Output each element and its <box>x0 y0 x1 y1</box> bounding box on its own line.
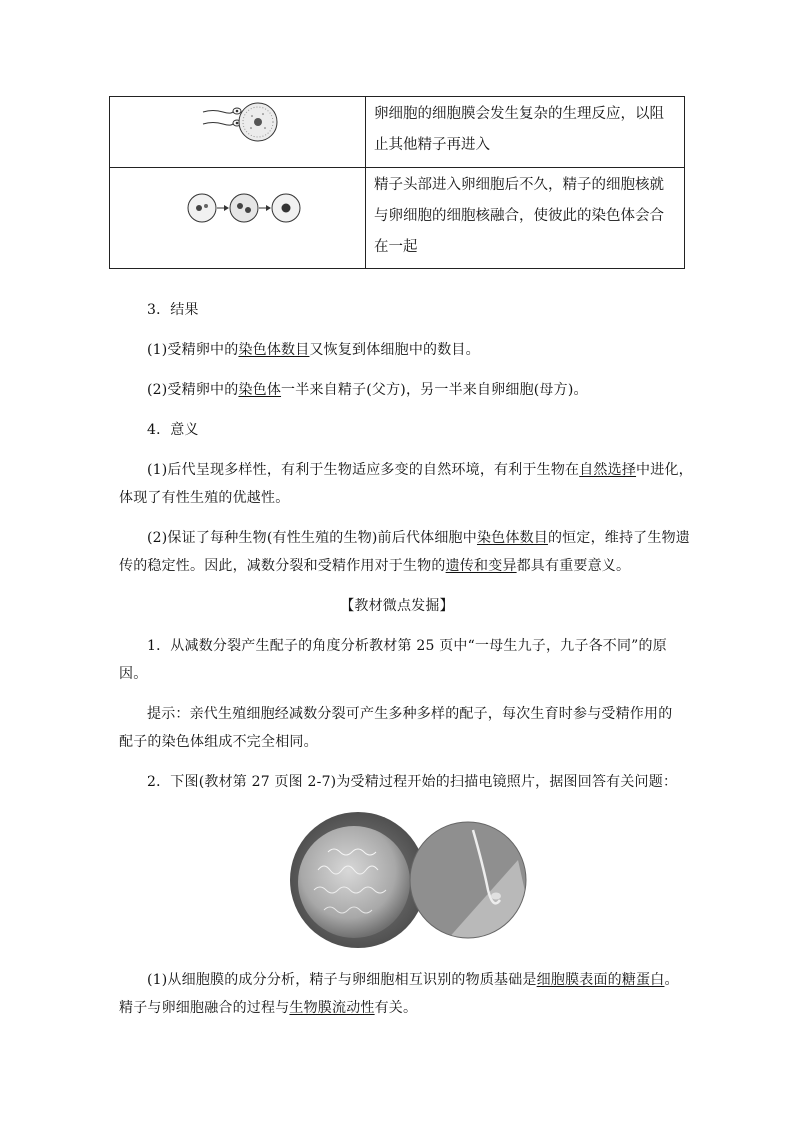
table-row <box>110 97 685 168</box>
text: 的恒定，维持了生物遗 <box>547 530 690 546</box>
nuclear-fusion-illustration <box>110 168 365 264</box>
section-title: 【教材微点发掘】 <box>340 598 454 614</box>
text: 传的稳定性。因此，减数分裂和受精作用对于生物的 <box>119 558 446 574</box>
underlined-term: 染色体 <box>238 382 282 398</box>
text: 精子与卵细胞融合的过程与 <box>119 1000 290 1016</box>
result-item-1 <box>147 336 480 364</box>
underlined-term: 染色体数目 <box>476 530 548 546</box>
hint-line-1: 提示：亲代生殖细胞经减数分裂可产生多种多样的配子，每次生育时参与受精作用的 <box>147 706 673 722</box>
question-1-line-2: 因。 <box>119 666 148 682</box>
table-cell-text: 精子头部进入卵细胞后不久，精子的细胞核就与卵细胞的细胞核融合，使彼此的染色体会合在一起 <box>366 168 685 269</box>
text: (1)后代呈现多样性，有利于生物适应多变的自然环境，有利于生物在 <box>147 462 580 478</box>
text: (1)从细胞膜的成分分析，精子与卵细胞相互识别的物质基础是 <box>147 972 537 988</box>
question-1-line-1: 1．从减数分裂产生配子的角度分析教材第 25 页中“一母生九子，九子各不同”的原 <box>147 638 667 654</box>
text: (2)保证了每种生物(有性生殖的生物)前后代体细胞中 <box>147 530 477 546</box>
result-item-2 <box>147 376 588 404</box>
underlined-term: 染色体数目 <box>238 342 310 358</box>
text: 有关。 <box>374 1000 418 1016</box>
sem-fertilization-photo <box>288 810 534 950</box>
text: 又恢复到体细胞中的数目。 <box>309 342 480 358</box>
sperm-approach-illustration <box>110 97 365 163</box>
answer-1-line-1 <box>147 966 679 994</box>
fertilization-table <box>109 96 685 269</box>
underlined-term: 生物膜流动性 <box>289 1000 375 1016</box>
question-2-line-1: 2．下图(教材第 27 页图 2-7)为受精过程开始的扫描电镜照片，据图回答有关问题： <box>147 774 678 790</box>
table-cell-text: 卵细胞的细胞膜会发生复杂的生理反应，以阻止其他精子再进入 <box>366 97 685 168</box>
nuclear-fusion-illustration-cell <box>110 168 366 269</box>
text: (1)受精卵中的 <box>147 342 239 358</box>
meaning-item-2-line-1 <box>147 524 690 552</box>
underlined-term: 自然选择 <box>579 462 637 478</box>
underlined-term: 遗传和变异 <box>445 558 517 574</box>
text: 中进化， <box>636 462 693 478</box>
result-heading: 3．结果 <box>147 302 199 318</box>
meaning-item-2-line-2 <box>119 552 630 580</box>
table-row <box>110 168 685 269</box>
meaning-heading: 4．意义 <box>147 422 199 438</box>
text: 。 <box>664 972 679 988</box>
sperm-approach-illustration-cell <box>110 97 366 168</box>
text: (2)受精卵中的 <box>147 382 239 398</box>
text: 一半来自精子(父方)，另一半来自卵细胞(母方)。 <box>281 382 588 398</box>
answer-1-line-2 <box>119 994 417 1022</box>
meaning-item-1-line-2: 体现了有性生殖的优越性。 <box>119 490 290 506</box>
underlined-term: 细胞膜表面的糖蛋白 <box>536 972 665 988</box>
text: 都具有重要意义。 <box>516 558 631 574</box>
meaning-item-1-line-1 <box>147 456 693 484</box>
hint-line-2: 配子的染色体组成不完全相同。 <box>119 734 318 750</box>
